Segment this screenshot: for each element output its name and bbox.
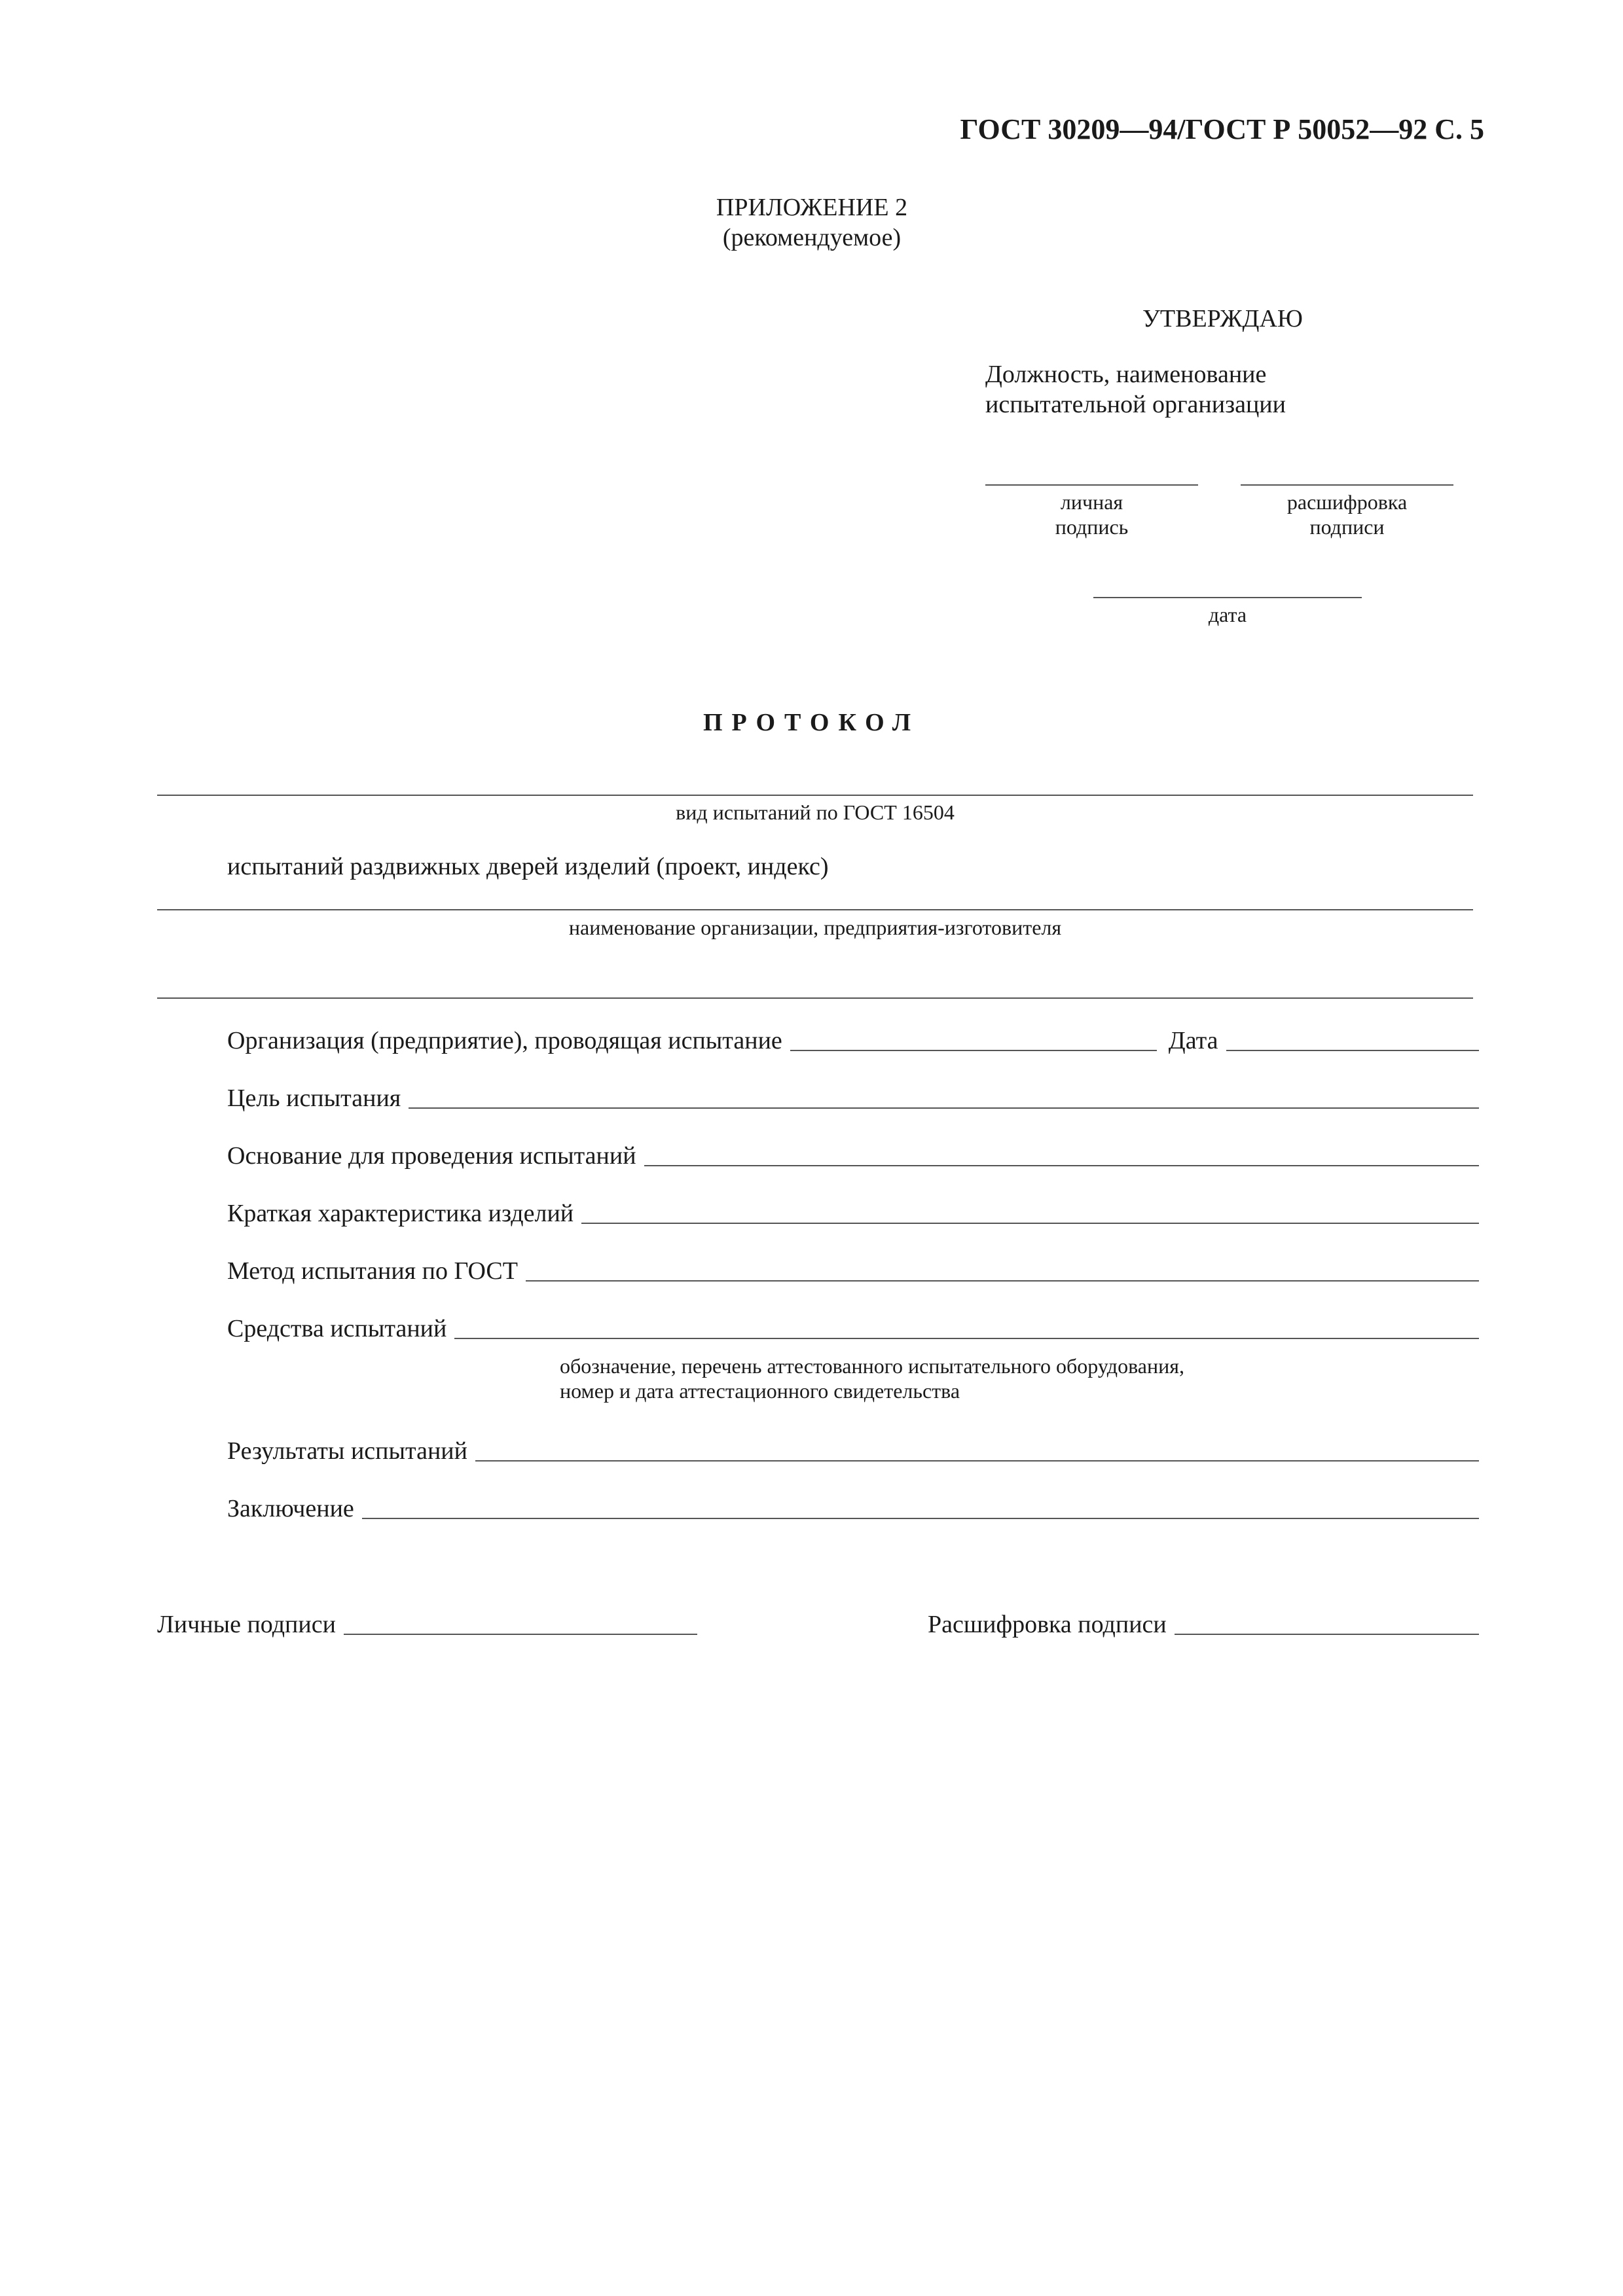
field-characteristics-input[interactable]: [581, 1223, 1479, 1224]
appendix-subtitle: (рекомендуемое): [722, 223, 902, 251]
field-organization-label: Организация (предприятие), проводящая испытание: [227, 1027, 782, 1054]
field-organization-row: [227, 1026, 1479, 1056]
protocol-title: ПРОТОКОЛ: [702, 709, 921, 736]
approval-personal-signature: [985, 484, 1198, 540]
field-method-label: Метод испытания по ГОСТ: [227, 1257, 518, 1285]
manufacturer-line[interactable]: [157, 909, 1473, 910]
field-basis-input[interactable]: [644, 1165, 1479, 1166]
field-characteristics-row: [227, 1199, 1479, 1229]
field-purpose-label: Цель испытания: [227, 1085, 401, 1112]
field-date-label: Дата: [1168, 1027, 1218, 1054]
approval-position-line2: испытательной организации: [985, 390, 1286, 418]
field-method-input[interactable]: [526, 1280, 1479, 1282]
personal-signatures-row: [157, 1610, 697, 1640]
field-characteristics-label: Краткая характеристика изделий: [227, 1200, 574, 1227]
personal-signature-caption-2: подпись: [1055, 515, 1129, 539]
signature-decode-caption-2: подписи: [1309, 515, 1385, 539]
equipment-caption-line2: номер и дата аттестационного свидетельства: [560, 1379, 960, 1403]
field-purpose-input[interactable]: [409, 1107, 1479, 1109]
approval-date: [1093, 597, 1362, 627]
signature-decode-line[interactable]: [1241, 484, 1453, 486]
field-conclusion-input[interactable]: [362, 1518, 1479, 1519]
equipment-caption-line1: обозначение, перечень аттестованного испытательного оборудования,: [560, 1354, 1184, 1378]
field-organization-input[interactable]: [790, 1050, 1157, 1051]
manufacturer-caption: наименование организации, предприятия-изготовителя: [568, 916, 1062, 939]
field-equipment-input[interactable]: [454, 1338, 1479, 1339]
personal-signatures-label: Личные подписи: [157, 1611, 336, 1638]
approval-position-line1: Должность, наименование: [985, 361, 1267, 388]
approval-signature-decode: [1241, 484, 1453, 540]
field-conclusion-row: [227, 1494, 1479, 1524]
personal-signature-caption-1: личная: [1060, 490, 1123, 514]
blank-line[interactable]: [157, 997, 1473, 999]
field-basis-row: [227, 1141, 1479, 1172]
appendix-block: [681, 193, 943, 253]
field-method-row: [227, 1257, 1479, 1287]
equipment-caption: [560, 1354, 1184, 1404]
signature-decode-label: Расшифровка подписи: [928, 1611, 1167, 1638]
approval-title: УТВЕРЖДАЮ: [1142, 305, 1303, 332]
signature-decode-caption-1: расшифровка: [1286, 490, 1408, 514]
field-results-row: [227, 1437, 1479, 1467]
approval-date-line[interactable]: [1093, 597, 1362, 598]
test-type-line[interactable]: [157, 795, 1473, 796]
personal-signatures-input[interactable]: [344, 1634, 697, 1635]
field-results-label: Результаты испытаний: [227, 1437, 467, 1465]
field-equipment-label: Средства испытаний: [227, 1315, 447, 1342]
personal-signature-line[interactable]: [985, 484, 1198, 486]
approval-position: [985, 360, 1286, 420]
approval-date-caption: дата: [1208, 603, 1247, 626]
document-header: ГОСТ 30209—94/ГОСТ Р 50052—92 С. 5: [960, 113, 1484, 145]
appendix-title: ПРИЛОЖЕНИЕ 2: [716, 194, 908, 221]
field-equipment-row: [227, 1314, 1479, 1344]
signature-decode-input[interactable]: [1175, 1634, 1479, 1635]
field-results-input[interactable]: [475, 1460, 1479, 1462]
field-conclusion-label: Заключение: [227, 1495, 354, 1522]
field-purpose-row: [227, 1084, 1479, 1114]
test-type-caption: вид испытаний по ГОСТ 16504: [676, 800, 955, 824]
test-subject: испытаний раздвижных дверей изделий (проект, индекс): [227, 853, 829, 880]
field-basis-label: Основание для проведения испытаний: [227, 1142, 636, 1170]
field-date-input[interactable]: [1226, 1050, 1479, 1051]
signature-decode-row: [928, 1610, 1479, 1640]
